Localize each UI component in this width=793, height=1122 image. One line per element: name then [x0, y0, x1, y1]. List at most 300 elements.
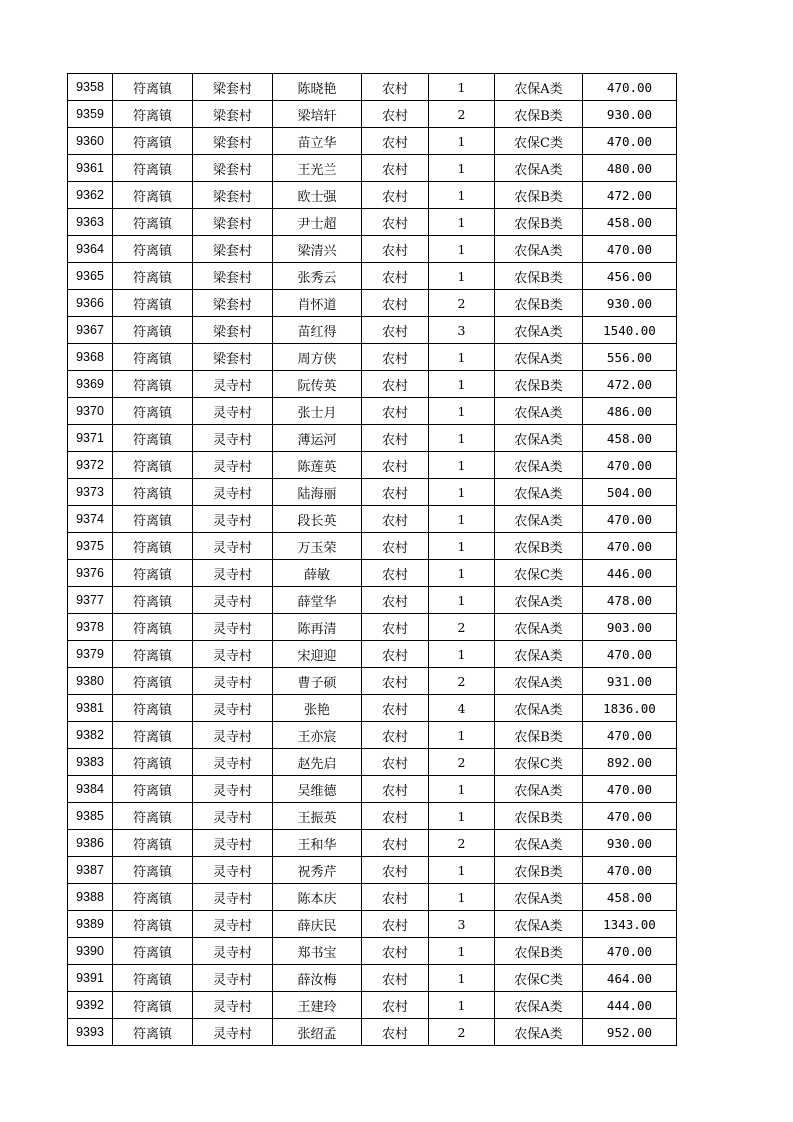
- name-cell: 张绍孟: [273, 1019, 362, 1046]
- village-cell: 灵寺村: [193, 614, 273, 641]
- town-cell: 符离镇: [113, 263, 193, 290]
- serial-number-cell: 9377: [68, 587, 113, 614]
- name-cell: 段长英: [273, 506, 362, 533]
- town-cell: 符离镇: [113, 74, 193, 101]
- name-cell: 曹子硕: [273, 668, 362, 695]
- serial-number-cell: 9361: [68, 155, 113, 182]
- member-count-cell: 1: [429, 479, 495, 506]
- village-cell: 梁套村: [193, 317, 273, 344]
- member-count-cell: 1: [429, 857, 495, 884]
- amount-cell: 1836.00: [583, 695, 677, 722]
- insurance-class-cell: 农保B类: [495, 101, 583, 128]
- household-type-cell: 农村: [362, 128, 429, 155]
- insurance-class-cell: 农保A类: [495, 911, 583, 938]
- table-row: [68, 155, 677, 182]
- town-cell: 符离镇: [113, 533, 193, 560]
- table-row: [68, 1019, 677, 1046]
- name-cell: 王和华: [273, 830, 362, 857]
- roster-body: [68, 74, 677, 1046]
- member-count-cell: 1: [429, 992, 495, 1019]
- household-type-cell: 农村: [362, 155, 429, 182]
- serial-number-cell: 9371: [68, 425, 113, 452]
- town-cell: 符离镇: [113, 776, 193, 803]
- village-cell: 灵寺村: [193, 398, 273, 425]
- name-cell: 陈本庆: [273, 884, 362, 911]
- household-type-cell: 农村: [362, 371, 429, 398]
- name-cell: 祝秀芹: [273, 857, 362, 884]
- table-row: [68, 695, 677, 722]
- serial-number-cell: 9373: [68, 479, 113, 506]
- town-cell: 符离镇: [113, 803, 193, 830]
- member-count-cell: 1: [429, 560, 495, 587]
- household-type-cell: 农村: [362, 533, 429, 560]
- serial-number-cell: 9364: [68, 236, 113, 263]
- table-row: [68, 398, 677, 425]
- insurance-class-cell: 农保A类: [495, 425, 583, 452]
- table-row: [68, 182, 677, 209]
- household-type-cell: 农村: [362, 911, 429, 938]
- name-cell: 肖怀道: [273, 290, 362, 317]
- insurance-class-cell: 农保B类: [495, 290, 583, 317]
- town-cell: 符离镇: [113, 668, 193, 695]
- village-cell: 灵寺村: [193, 965, 273, 992]
- member-count-cell: 1: [429, 182, 495, 209]
- insurance-class-cell: 农保A类: [495, 479, 583, 506]
- table-row: [68, 344, 677, 371]
- name-cell: 陆海丽: [273, 479, 362, 506]
- insurance-class-cell: 农保A类: [495, 641, 583, 668]
- household-type-cell: 农村: [362, 749, 429, 776]
- household-type-cell: 农村: [362, 506, 429, 533]
- table-row: [68, 425, 677, 452]
- serial-number-cell: 9381: [68, 695, 113, 722]
- name-cell: 张艳: [273, 695, 362, 722]
- name-cell: 梁培轩: [273, 101, 362, 128]
- name-cell: 薛敏: [273, 560, 362, 587]
- amount-cell: 470.00: [583, 236, 677, 263]
- member-count-cell: 1: [429, 128, 495, 155]
- insurance-class-cell: 农保B类: [495, 857, 583, 884]
- serial-number-cell: 9366: [68, 290, 113, 317]
- insurance-class-cell: 农保B类: [495, 803, 583, 830]
- insurance-class-cell: 农保B类: [495, 371, 583, 398]
- member-count-cell: 1: [429, 74, 495, 101]
- amount-cell: 470.00: [583, 74, 677, 101]
- village-cell: 灵寺村: [193, 830, 273, 857]
- town-cell: 符离镇: [113, 317, 193, 344]
- table-row: [68, 452, 677, 479]
- insurance-class-cell: 农保A类: [495, 884, 583, 911]
- table-row: [68, 533, 677, 560]
- amount-cell: 456.00: [583, 263, 677, 290]
- town-cell: 符离镇: [113, 884, 193, 911]
- village-cell: 灵寺村: [193, 560, 273, 587]
- insurance-class-cell: 农保B类: [495, 722, 583, 749]
- amount-cell: 952.00: [583, 1019, 677, 1046]
- village-cell: 灵寺村: [193, 695, 273, 722]
- amount-cell: 470.00: [583, 641, 677, 668]
- member-count-cell: 1: [429, 425, 495, 452]
- name-cell: 欧士强: [273, 182, 362, 209]
- name-cell: 郑书宝: [273, 938, 362, 965]
- household-type-cell: 农村: [362, 776, 429, 803]
- member-count-cell: 1: [429, 344, 495, 371]
- table-row: [68, 641, 677, 668]
- village-cell: 灵寺村: [193, 1019, 273, 1046]
- name-cell: 宋迎迎: [273, 641, 362, 668]
- village-cell: 灵寺村: [193, 749, 273, 776]
- town-cell: 符离镇: [113, 182, 193, 209]
- village-cell: 灵寺村: [193, 452, 273, 479]
- table-row: [68, 236, 677, 263]
- serial-number-cell: 9369: [68, 371, 113, 398]
- serial-number-cell: 9384: [68, 776, 113, 803]
- insurance-class-cell: 农保A类: [495, 992, 583, 1019]
- household-type-cell: 农村: [362, 641, 429, 668]
- household-type-cell: 农村: [362, 965, 429, 992]
- insurance-class-cell: 农保A类: [495, 830, 583, 857]
- insurance-class-cell: 农保A类: [495, 587, 583, 614]
- serial-number-cell: 9387: [68, 857, 113, 884]
- table-row: [68, 317, 677, 344]
- name-cell: 王光兰: [273, 155, 362, 182]
- serial-number-cell: 9380: [68, 668, 113, 695]
- town-cell: 符离镇: [113, 398, 193, 425]
- amount-cell: 480.00: [583, 155, 677, 182]
- village-cell: 灵寺村: [193, 506, 273, 533]
- serial-number-cell: 9368: [68, 344, 113, 371]
- town-cell: 符离镇: [113, 911, 193, 938]
- household-type-cell: 农村: [362, 1019, 429, 1046]
- member-count-cell: 1: [429, 155, 495, 182]
- table-row: [68, 479, 677, 506]
- amount-cell: 1540.00: [583, 317, 677, 344]
- town-cell: 符离镇: [113, 371, 193, 398]
- village-cell: 梁套村: [193, 182, 273, 209]
- town-cell: 符离镇: [113, 290, 193, 317]
- village-cell: 灵寺村: [193, 938, 273, 965]
- insurance-class-cell: 农保C类: [495, 560, 583, 587]
- serial-number-cell: 9363: [68, 209, 113, 236]
- insurance-class-cell: 农保A类: [495, 74, 583, 101]
- table-row: [68, 560, 677, 587]
- amount-cell: 470.00: [583, 506, 677, 533]
- household-type-cell: 农村: [362, 236, 429, 263]
- table-row: [68, 587, 677, 614]
- member-count-cell: 2: [429, 830, 495, 857]
- village-cell: 灵寺村: [193, 884, 273, 911]
- table-row: [68, 506, 677, 533]
- amount-cell: 458.00: [583, 884, 677, 911]
- household-type-cell: 农村: [362, 992, 429, 1019]
- insurance-class-cell: 农保A类: [495, 668, 583, 695]
- household-type-cell: 农村: [362, 857, 429, 884]
- household-type-cell: 农村: [362, 884, 429, 911]
- name-cell: 薛堂华: [273, 587, 362, 614]
- insurance-class-cell: 农保B类: [495, 182, 583, 209]
- insurance-class-cell: 农保A类: [495, 452, 583, 479]
- amount-cell: 470.00: [583, 803, 677, 830]
- amount-cell: 464.00: [583, 965, 677, 992]
- member-count-cell: 1: [429, 452, 495, 479]
- amount-cell: 470.00: [583, 776, 677, 803]
- town-cell: 符离镇: [113, 695, 193, 722]
- household-type-cell: 农村: [362, 425, 429, 452]
- town-cell: 符离镇: [113, 236, 193, 263]
- town-cell: 符离镇: [113, 641, 193, 668]
- household-type-cell: 农村: [362, 803, 429, 830]
- table-row: [68, 884, 677, 911]
- insurance-class-cell: 农保C类: [495, 749, 583, 776]
- serial-number-cell: 9372: [68, 452, 113, 479]
- table-row: [68, 776, 677, 803]
- serial-number-cell: 9358: [68, 74, 113, 101]
- member-count-cell: 3: [429, 911, 495, 938]
- name-cell: 阮传英: [273, 371, 362, 398]
- town-cell: 符离镇: [113, 992, 193, 1019]
- household-type-cell: 农村: [362, 587, 429, 614]
- amount-cell: 470.00: [583, 452, 677, 479]
- table-row: [68, 911, 677, 938]
- insurance-class-cell: 农保A类: [495, 776, 583, 803]
- name-cell: 尹士超: [273, 209, 362, 236]
- household-type-cell: 农村: [362, 695, 429, 722]
- amount-cell: 470.00: [583, 722, 677, 749]
- village-cell: 梁套村: [193, 236, 273, 263]
- name-cell: 周方侠: [273, 344, 362, 371]
- serial-number-cell: 9379: [68, 641, 113, 668]
- village-cell: 灵寺村: [193, 992, 273, 1019]
- member-count-cell: 2: [429, 1019, 495, 1046]
- table-row: [68, 992, 677, 1019]
- town-cell: 符离镇: [113, 749, 193, 776]
- town-cell: 符离镇: [113, 857, 193, 884]
- household-type-cell: 农村: [362, 668, 429, 695]
- serial-number-cell: 9392: [68, 992, 113, 1019]
- amount-cell: 446.00: [583, 560, 677, 587]
- member-count-cell: 2: [429, 101, 495, 128]
- amount-cell: 1343.00: [583, 911, 677, 938]
- table-row: [68, 128, 677, 155]
- table-row: [68, 371, 677, 398]
- name-cell: 王建玲: [273, 992, 362, 1019]
- insurance-class-cell: 农保A类: [495, 236, 583, 263]
- household-type-cell: 农村: [362, 722, 429, 749]
- serial-number-cell: 9389: [68, 911, 113, 938]
- village-cell: 梁套村: [193, 290, 273, 317]
- serial-number-cell: 9385: [68, 803, 113, 830]
- serial-number-cell: 9393: [68, 1019, 113, 1046]
- member-count-cell: 1: [429, 209, 495, 236]
- village-cell: 灵寺村: [193, 641, 273, 668]
- town-cell: 符离镇: [113, 209, 193, 236]
- name-cell: 张秀云: [273, 263, 362, 290]
- village-cell: 灵寺村: [193, 479, 273, 506]
- household-type-cell: 农村: [362, 344, 429, 371]
- member-count-cell: 2: [429, 668, 495, 695]
- table-row: [68, 749, 677, 776]
- serial-number-cell: 9391: [68, 965, 113, 992]
- table-row: [68, 74, 677, 101]
- name-cell: 陈再清: [273, 614, 362, 641]
- member-count-cell: 1: [429, 236, 495, 263]
- amount-cell: 556.00: [583, 344, 677, 371]
- amount-cell: 930.00: [583, 830, 677, 857]
- table-row: [68, 614, 677, 641]
- name-cell: 王振英: [273, 803, 362, 830]
- town-cell: 符离镇: [113, 1019, 193, 1046]
- insurance-class-cell: 农保A类: [495, 695, 583, 722]
- amount-cell: 930.00: [583, 290, 677, 317]
- household-type-cell: 农村: [362, 398, 429, 425]
- amount-cell: 504.00: [583, 479, 677, 506]
- insurance-class-cell: 农保A类: [495, 398, 583, 425]
- name-cell: 薛庆民: [273, 911, 362, 938]
- insurance-class-cell: 农保B类: [495, 263, 583, 290]
- insurance-class-cell: 农保A类: [495, 1019, 583, 1046]
- household-type-cell: 农村: [362, 263, 429, 290]
- village-cell: 灵寺村: [193, 425, 273, 452]
- serial-number-cell: 9359: [68, 101, 113, 128]
- insurance-class-cell: 农保A类: [495, 155, 583, 182]
- town-cell: 符离镇: [113, 830, 193, 857]
- town-cell: 符离镇: [113, 128, 193, 155]
- serial-number-cell: 9388: [68, 884, 113, 911]
- village-cell: 梁套村: [193, 263, 273, 290]
- insurance-class-cell: 农保C类: [495, 965, 583, 992]
- household-type-cell: 农村: [362, 452, 429, 479]
- town-cell: 符离镇: [113, 560, 193, 587]
- amount-cell: 458.00: [583, 209, 677, 236]
- village-cell: 灵寺村: [193, 668, 273, 695]
- member-count-cell: 1: [429, 506, 495, 533]
- amount-cell: 892.00: [583, 749, 677, 776]
- town-cell: 符离镇: [113, 344, 193, 371]
- amount-cell: 930.00: [583, 101, 677, 128]
- village-cell: 梁套村: [193, 74, 273, 101]
- village-cell: 梁套村: [193, 155, 273, 182]
- insurance-class-cell: 农保A类: [495, 344, 583, 371]
- household-type-cell: 农村: [362, 209, 429, 236]
- insurance-class-cell: 农保C类: [495, 128, 583, 155]
- household-type-cell: 农村: [362, 938, 429, 965]
- town-cell: 符离镇: [113, 587, 193, 614]
- village-cell: 梁套村: [193, 101, 273, 128]
- member-count-cell: 1: [429, 722, 495, 749]
- amount-cell: 931.00: [583, 668, 677, 695]
- household-type-cell: 农村: [362, 290, 429, 317]
- serial-number-cell: 9365: [68, 263, 113, 290]
- household-type-cell: 农村: [362, 479, 429, 506]
- name-cell: 薄运河: [273, 425, 362, 452]
- member-count-cell: 1: [429, 587, 495, 614]
- town-cell: 符离镇: [113, 101, 193, 128]
- table-row: [68, 101, 677, 128]
- insurance-class-cell: 农保B类: [495, 209, 583, 236]
- household-type-cell: 农村: [362, 74, 429, 101]
- serial-number-cell: 9370: [68, 398, 113, 425]
- amount-cell: 470.00: [583, 128, 677, 155]
- member-count-cell: 1: [429, 371, 495, 398]
- town-cell: 符离镇: [113, 155, 193, 182]
- roster-table: [67, 73, 677, 1046]
- amount-cell: 470.00: [583, 857, 677, 884]
- household-type-cell: 农村: [362, 830, 429, 857]
- town-cell: 符离镇: [113, 479, 193, 506]
- amount-cell: 486.00: [583, 398, 677, 425]
- member-count-cell: 1: [429, 641, 495, 668]
- village-cell: 灵寺村: [193, 911, 273, 938]
- serial-number-cell: 9374: [68, 506, 113, 533]
- table-row: [68, 263, 677, 290]
- household-type-cell: 农村: [362, 317, 429, 344]
- table-row: [68, 803, 677, 830]
- village-cell: 梁套村: [193, 209, 273, 236]
- town-cell: 符离镇: [113, 425, 193, 452]
- amount-cell: 472.00: [583, 182, 677, 209]
- village-cell: 梁套村: [193, 128, 273, 155]
- member-count-cell: 1: [429, 938, 495, 965]
- amount-cell: 470.00: [583, 533, 677, 560]
- name-cell: 陈晓艳: [273, 74, 362, 101]
- table-row: [68, 938, 677, 965]
- amount-cell: 472.00: [583, 371, 677, 398]
- name-cell: 梁清兴: [273, 236, 362, 263]
- village-cell: 梁套村: [193, 344, 273, 371]
- member-count-cell: 1: [429, 776, 495, 803]
- member-count-cell: 2: [429, 290, 495, 317]
- table-row: [68, 209, 677, 236]
- table-row: [68, 965, 677, 992]
- town-cell: 符离镇: [113, 938, 193, 965]
- serial-number-cell: 9386: [68, 830, 113, 857]
- insurance-class-cell: 农保A类: [495, 317, 583, 344]
- serial-number-cell: 9383: [68, 749, 113, 776]
- household-type-cell: 农村: [362, 560, 429, 587]
- member-count-cell: 1: [429, 398, 495, 425]
- amount-cell: 458.00: [583, 425, 677, 452]
- name-cell: 赵先启: [273, 749, 362, 776]
- insurance-class-cell: 农保A类: [495, 614, 583, 641]
- serial-number-cell: 9360: [68, 128, 113, 155]
- member-count-cell: 1: [429, 884, 495, 911]
- table-row: [68, 830, 677, 857]
- village-cell: 灵寺村: [193, 803, 273, 830]
- town-cell: 符离镇: [113, 506, 193, 533]
- insurance-class-cell: 农保A类: [495, 506, 583, 533]
- member-count-cell: 1: [429, 533, 495, 560]
- table-row: [68, 722, 677, 749]
- member-count-cell: 3: [429, 317, 495, 344]
- name-cell: 吴维德: [273, 776, 362, 803]
- town-cell: 符离镇: [113, 722, 193, 749]
- member-count-cell: 1: [429, 263, 495, 290]
- household-type-cell: 农村: [362, 182, 429, 209]
- table-row: [68, 290, 677, 317]
- table-row: [68, 857, 677, 884]
- serial-number-cell: 9375: [68, 533, 113, 560]
- name-cell: 王亦宸: [273, 722, 362, 749]
- amount-cell: 444.00: [583, 992, 677, 1019]
- village-cell: 灵寺村: [193, 776, 273, 803]
- name-cell: 薛汝梅: [273, 965, 362, 992]
- village-cell: 灵寺村: [193, 722, 273, 749]
- amount-cell: 470.00: [583, 938, 677, 965]
- name-cell: 张士月: [273, 398, 362, 425]
- town-cell: 符离镇: [113, 965, 193, 992]
- amount-cell: 478.00: [583, 587, 677, 614]
- name-cell: 陈莲英: [273, 452, 362, 479]
